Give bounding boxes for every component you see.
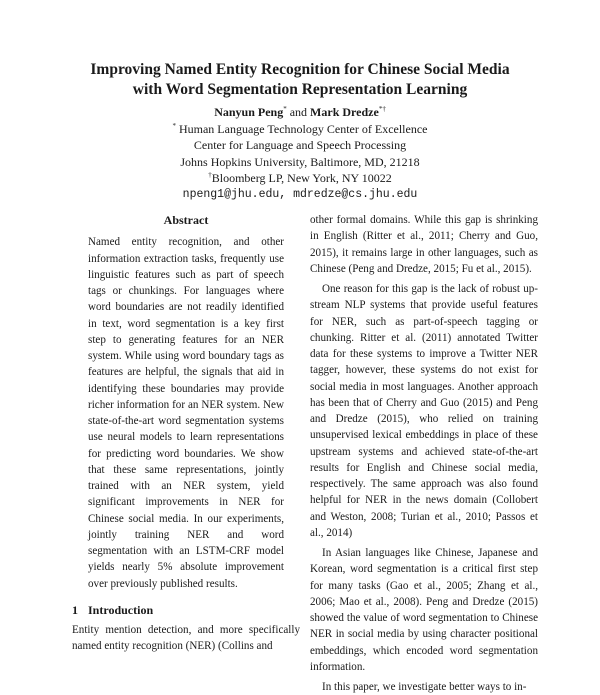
author-emails: npeng1@jhu.edu, mdredze@cs.jhu.edu — [182, 187, 418, 201]
paper-title — [60, 60, 540, 100]
author-2: Mark Dredze — [310, 105, 379, 119]
abstract-text: Named entity recognition, and other information extraction tasks, frequently use linguistic features such as part of speech tags or chunkings. For languages where word boundaries are not readily identified in text, word segmentation is a key first step to generating features for an NER system. While using word boundary tags as features are helpful, the signals that aid in identifying these boundaries may provide richer information for an NER system. New state-of-the-art word segmentation systems use neural models to learn representations for predicting word boundaries. We show that these same representations, jointly trained with an NER system, yield significant improvements in NER for Chinese social media. In our experiments, jointly training NER and word segmentation with an LSTM-CRF model yields nearly 5% absolute improvement over previously published results. — [88, 236, 284, 590]
author-1-mark: * — [283, 105, 287, 113]
author-2-mark: *† — [378, 105, 386, 113]
body-paragraph-1: other formal domains. While this gap is shrinking in English (Ritter et al., 2011; Cherry and Guo, 2015), it remains large in other languages, such as Chinese (Peng and Dredze, 2015; Fu et al., 2015). — [310, 214, 538, 275]
section-heading-introduction — [72, 602, 300, 618]
intro-paragraph: Entity mention detection, and more specifically named entity recognition (NER) (Collins and — [72, 624, 300, 653]
title-line-1: Improving Named Entity Recognition for Chinese Social Media — [90, 61, 510, 78]
title-line-2: with Word Segmentation Representation Learning — [132, 81, 468, 98]
left-column — [72, 212, 300, 655]
abstract-heading: Abstract — [163, 213, 209, 227]
author-conjunction: and — [289, 105, 308, 119]
author-1: Nanyun Peng — [214, 105, 284, 119]
author-names — [80, 104, 520, 121]
affiliation-2: Center for Language and Speech Processing — [193, 138, 407, 152]
section-number: 1 — [72, 602, 78, 617]
body-paragraph-4: In this paper, we investigate better ways to in- — [322, 681, 527, 693]
section-title: Introduction — [88, 602, 154, 617]
affiliation-4-mark: † — [208, 171, 212, 179]
author-block — [80, 104, 520, 203]
affiliation-3: Johns Hopkins University, Baltimore, MD, 21218 — [180, 154, 420, 169]
affiliation-1: * Human Language Technology Center of Excellence — [172, 121, 428, 136]
right-column — [310, 212, 538, 695]
affiliation-4: †Bloomberg LP, New York, NY 10022 — [208, 171, 392, 185]
body-paragraph-3: In Asian languages like Chinese, Japanese and Korean, word segmentation is a critical first step for many tasks (Gao et al., 2005; Zhang et al., 2006; Mao et al., 2008). Peng and Dredze (2015) showed the value of word segmentation to Chinese NER in social media by using character positional embeddings, which encoded word segmentation information. — [310, 547, 538, 673]
body-paragraph-2: One reason for this gap is the lack of robust up-stream NLP systems that provide useful features for NER, such as part-of-speech tagging or chunking. Ritter et al. (2011) annotated Twitter data for these systems to improve a Twitter NER tagger, however, these systems do not exist for social media in most languages. Another approach has been that of Cherry and Guo (2015) and Peng and Dredze (2015), who relied on training unsupervised lexical embeddings in place of these upstream systems and achieved state-of-the-art results for English and Chinese social media, respectively. The same approach was also found helpful for NER in the news domain (Collobert and Weston, 2008; Turian et al., 2010; Passos et al., 2014) — [310, 283, 538, 539]
affiliation-1-mark: * — [172, 121, 176, 130]
